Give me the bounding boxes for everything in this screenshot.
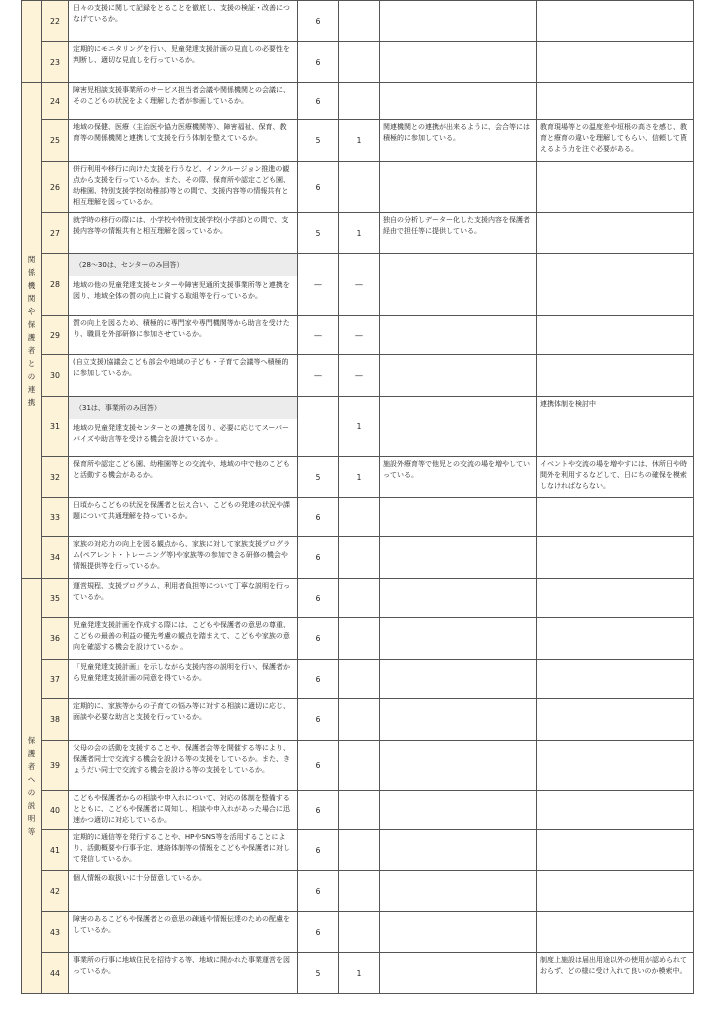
item-number: 29 bbox=[42, 316, 69, 355]
count-yes bbox=[298, 397, 339, 457]
count-no bbox=[339, 83, 380, 120]
count-yes: ― bbox=[298, 254, 339, 316]
item-note: （31は、事業所のみ回答） bbox=[69, 397, 297, 419]
count-no bbox=[339, 791, 380, 830]
count-yes: 6 bbox=[298, 660, 339, 699]
item-text bbox=[69, 355, 298, 397]
item-question: 日頃からこどもの状況を保護者と伝え合い、こどもの発達の状況や課題について共通理解を持っているか。 bbox=[73, 501, 290, 520]
count-yes: ― bbox=[298, 316, 339, 355]
item-question: 障害児相談支援事業所のサービス担当者会議や関係機関との会議に、そのこどもの状況をよく理解した者が参画しているか。 bbox=[73, 86, 290, 105]
count-yes: 6 bbox=[298, 42, 339, 83]
count-no: 1 bbox=[339, 120, 380, 162]
item-text bbox=[69, 83, 298, 120]
count-yes: 6 bbox=[298, 498, 339, 537]
comment-current bbox=[380, 579, 537, 618]
item-text bbox=[69, 537, 298, 579]
item-question: 障害のあるこどもや保護者との意思の疎通や情報伝達のための配慮をしているか。 bbox=[73, 915, 290, 934]
table-row bbox=[22, 912, 694, 953]
item-text bbox=[69, 162, 298, 213]
comment-improvement bbox=[537, 579, 694, 618]
item-number: 36 bbox=[42, 618, 69, 660]
comment-current bbox=[380, 498, 537, 537]
item-question: こどもや保護者からの相談や申入れについて、対応の体制を整備するとともに、こどもや保護者に周知し、相談や申入れがあった場合に迅速かつ適切に対応しているか。 bbox=[73, 794, 290, 824]
count-no: 1 bbox=[339, 213, 380, 254]
item-text bbox=[69, 1, 298, 42]
table-row bbox=[22, 254, 694, 316]
table-row bbox=[22, 42, 694, 83]
comment-current bbox=[380, 791, 537, 830]
comment-improvement: イベントや交流の場を増やすには、休所日や時間外を利用するなどして、日にちの確保を模索しなければならない。 bbox=[537, 457, 694, 498]
count-no bbox=[339, 699, 380, 741]
item-number: 39 bbox=[42, 741, 69, 791]
table-row bbox=[22, 83, 694, 120]
count-yes: 6 bbox=[298, 83, 339, 120]
item-question: 質の向上を図るため、積極的に専門家や専門機関等から助言を受けたり、職員を外部研修に参加させているか。 bbox=[73, 319, 290, 338]
comment-current bbox=[380, 618, 537, 660]
item-question: 「児童発達支援計画」を示しながら支援内容の説明を行い、保護者から児童発達支援計画の同意を得ているか。 bbox=[73, 663, 290, 682]
table-row bbox=[22, 355, 694, 397]
table-row bbox=[22, 741, 694, 791]
item-question: 父母の会の活動を支援することや、保護者会等を開催する等により、保護者同士で交流する機会を設ける等の支援をしているか。また、きょうだい同士で交流する機会を設ける等の支援をしているか。 bbox=[73, 744, 290, 774]
comment-improvement bbox=[537, 1, 694, 42]
item-number: 25 bbox=[42, 120, 69, 162]
item-number: 35 bbox=[42, 579, 69, 618]
comment-improvement bbox=[537, 618, 694, 660]
comment-improvement: 教育現場等との温度差や垣根の高さを感じ、教育と療育の違いを理解してもらい、信頼して貰えるよう力を注ぐ必要がある。 bbox=[537, 120, 694, 162]
item-text bbox=[69, 120, 298, 162]
count-no: ― bbox=[339, 316, 380, 355]
item-number: 26 bbox=[42, 162, 69, 213]
item-question: 定期的にモニタリングを行い、児童発達支援計画の見直しの必要性を判断し、適切な見直しを行っているか。 bbox=[73, 45, 290, 64]
category-cell-relations bbox=[22, 83, 42, 579]
comment-improvement bbox=[537, 162, 694, 213]
comment-current bbox=[380, 660, 537, 699]
count-yes: 6 bbox=[298, 830, 339, 871]
comment-improvement bbox=[537, 791, 694, 830]
item-number: 22 bbox=[42, 1, 69, 42]
item-text bbox=[69, 213, 298, 254]
table-row bbox=[22, 618, 694, 660]
item-question: 地域の保健、医療（主治医や協力医療機関等）、障害福祉、保育、教育等の関係機関と連携して支援を行う体制を整えているか。 bbox=[73, 123, 287, 142]
count-yes: 6 bbox=[298, 618, 339, 660]
item-question: 定期的に通信等を発行することや、HPやSNS等を活用することにより、活動概要や行事予定、連絡体制等の情報をこどもや保護者に対して発信しているか。 bbox=[73, 833, 290, 863]
item-number: 41 bbox=[42, 830, 69, 871]
count-no bbox=[339, 912, 380, 953]
item-number: 31 bbox=[42, 397, 69, 457]
item-text bbox=[69, 953, 298, 994]
count-yes: 6 bbox=[298, 1, 339, 42]
category-cell-explanation bbox=[22, 579, 42, 994]
table-row bbox=[22, 213, 694, 254]
item-question: 就学時の移行の際には、小学校や特別支援学校(小学部)との間で、支援内容等の情報共有と相互理解を図っているか。 bbox=[73, 216, 289, 235]
item-text bbox=[69, 699, 298, 741]
item-text bbox=[69, 42, 298, 83]
count-yes: 5 bbox=[298, 120, 339, 162]
comment-current bbox=[380, 397, 537, 457]
item-note: （28～30は、センターのみ回答） bbox=[69, 254, 297, 276]
count-yes: ― bbox=[298, 355, 339, 397]
self-evaluation-table bbox=[21, 0, 694, 994]
table-row bbox=[22, 537, 694, 579]
count-no bbox=[339, 162, 380, 213]
item-question: 個人情報の取扱いに十分留意しているか。 bbox=[73, 874, 206, 882]
count-yes: 6 bbox=[298, 579, 339, 618]
item-number: 37 bbox=[42, 660, 69, 699]
count-no bbox=[339, 42, 380, 83]
item-number: 27 bbox=[42, 213, 69, 254]
item-question: 定期的に、家族等からの子育ての悩み等に対する相談に適切に応じ、面談や必要な助言と支援を行っているか。 bbox=[73, 702, 290, 721]
table-row bbox=[22, 953, 694, 994]
item-number: 44 bbox=[42, 953, 69, 994]
item-text bbox=[69, 791, 298, 830]
comment-current bbox=[380, 1, 537, 42]
table-row bbox=[22, 1, 694, 42]
count-no: ― bbox=[339, 355, 380, 397]
count-yes: 6 bbox=[298, 791, 339, 830]
item-question: 家族の対応力の向上を図る観点から、家族に対して家族支援プログラム(ペアレント・トレーニング等)や家族等の参加できる研修の機会や情報提供等を行っているか。 bbox=[73, 540, 290, 570]
item-text bbox=[69, 254, 298, 316]
comment-current bbox=[380, 699, 537, 741]
comment-current bbox=[380, 537, 537, 579]
count-no bbox=[339, 498, 380, 537]
item-number: 23 bbox=[42, 42, 69, 83]
item-text bbox=[69, 741, 298, 791]
table-row bbox=[22, 316, 694, 355]
comment-improvement bbox=[537, 660, 694, 699]
item-number: 30 bbox=[42, 355, 69, 397]
count-no bbox=[339, 871, 380, 912]
count-yes: 5 bbox=[298, 953, 339, 994]
count-no: 1 bbox=[339, 953, 380, 994]
comment-current bbox=[380, 162, 537, 213]
item-question: 保育所や認定こども園、幼稚園等との交流や、地域の中で他のこどもと活動する機会があるか。 bbox=[73, 460, 290, 479]
item-question: 地域の児童発達支援センターとの連携を図り、必要に応じてスーパーバイズや助言等を受ける機会を設けているか 。 bbox=[73, 424, 290, 443]
item-text bbox=[69, 871, 298, 912]
comment-current bbox=[380, 871, 537, 912]
comment-improvement bbox=[537, 830, 694, 871]
count-yes: 5 bbox=[298, 213, 339, 254]
item-number: 32 bbox=[42, 457, 69, 498]
comment-current bbox=[380, 830, 537, 871]
table-row bbox=[22, 871, 694, 912]
comment-current bbox=[380, 355, 537, 397]
comment-current bbox=[380, 42, 537, 83]
item-number: 42 bbox=[42, 871, 69, 912]
item-text bbox=[69, 498, 298, 537]
item-question: 地域の他の児童発達支援センターや障害児通所支援事業所等と連携を図り、地域全体の質の向上に資する取組等を行っているか。 bbox=[73, 281, 290, 300]
count-no bbox=[339, 660, 380, 699]
comment-improvement bbox=[537, 537, 694, 579]
table-row bbox=[22, 830, 694, 871]
count-yes: 6 bbox=[298, 871, 339, 912]
count-no: 1 bbox=[339, 397, 380, 457]
comment-improvement bbox=[537, 83, 694, 120]
count-yes: 5 bbox=[298, 457, 339, 498]
comment-current bbox=[380, 254, 537, 316]
comment-current: 施設外療育等で他児との交流の場を増やしていっている。 bbox=[380, 457, 537, 498]
item-number: 38 bbox=[42, 699, 69, 741]
table-row bbox=[22, 397, 694, 457]
count-no bbox=[339, 1, 380, 42]
count-no bbox=[339, 537, 380, 579]
comment-improvement bbox=[537, 912, 694, 953]
comment-current bbox=[380, 83, 537, 120]
table-row bbox=[22, 699, 694, 741]
count-no bbox=[339, 618, 380, 660]
comment-improvement bbox=[537, 42, 694, 83]
item-question: 児童発達支援計画を作成する際には、こどもや保護者の意思の尊重、こどもの最善の利益の優先考慮の観点を踏まえて、こどもや家族の意向を確認する機会を設けているか 。 bbox=[73, 621, 290, 651]
comment-improvement bbox=[537, 741, 694, 791]
item-number: 28 bbox=[42, 254, 69, 316]
item-number: 33 bbox=[42, 498, 69, 537]
count-yes: 6 bbox=[298, 537, 339, 579]
comment-current bbox=[380, 953, 537, 994]
item-text bbox=[69, 457, 298, 498]
comment-improvement: 連携体制を検討中 bbox=[537, 397, 694, 457]
table-row bbox=[22, 791, 694, 830]
item-question: 併行利用や移行に向けた支援を行うなど、インクルージョン推進の観点から支援を行っているか。また、その際、保育所や認定こども園、幼稚園、特別支援学校(幼稚部)等との間で、支援内容等の情報共有と相互理解を図っているか。 bbox=[73, 165, 290, 206]
count-yes: 6 bbox=[298, 741, 339, 791]
comment-current bbox=[380, 316, 537, 355]
item-text bbox=[69, 618, 298, 660]
item-number: 24 bbox=[42, 83, 69, 120]
count-no bbox=[339, 579, 380, 618]
comment-improvement bbox=[537, 213, 694, 254]
count-no bbox=[339, 830, 380, 871]
count-yes: 6 bbox=[298, 162, 339, 213]
comment-improvement bbox=[537, 254, 694, 316]
table-row bbox=[22, 162, 694, 213]
comment-current bbox=[380, 912, 537, 953]
item-number: 43 bbox=[42, 912, 69, 953]
table-row bbox=[22, 498, 694, 537]
item-number: 40 bbox=[42, 791, 69, 830]
table-row bbox=[22, 579, 694, 618]
count-no: 1 bbox=[339, 457, 380, 498]
item-number: 34 bbox=[42, 537, 69, 579]
comment-improvement bbox=[537, 355, 694, 397]
category-label: 保護者への説明等 bbox=[27, 736, 36, 836]
table-row bbox=[22, 660, 694, 699]
item-question: 事業所の行事に地域住民を招待する等、地域に開かれた事業運営を図っているか。 bbox=[73, 956, 290, 975]
count-yes: 6 bbox=[298, 699, 339, 741]
comment-current: 関連機関との連携が出来るように、会合等には積極的に参加している。 bbox=[380, 120, 537, 162]
comment-improvement bbox=[537, 316, 694, 355]
item-text bbox=[69, 912, 298, 953]
comment-improvement: 制度上施設は届出用途以外の使用が認められておらず、どの様に受け入れて良いのか模索中。 bbox=[537, 953, 694, 994]
table-row bbox=[22, 457, 694, 498]
item-text bbox=[69, 579, 298, 618]
count-no bbox=[339, 741, 380, 791]
item-question: 運営規程、支援プログラム、利用者負担等について丁寧な説明を行っているか。 bbox=[73, 582, 290, 601]
category-cell-top bbox=[22, 1, 42, 83]
count-no: ― bbox=[339, 254, 380, 316]
comment-improvement bbox=[537, 699, 694, 741]
count-yes: 6 bbox=[298, 912, 339, 953]
item-text bbox=[69, 397, 298, 457]
comment-improvement bbox=[537, 498, 694, 537]
item-text bbox=[69, 830, 298, 871]
item-text bbox=[69, 660, 298, 699]
comment-current bbox=[380, 741, 537, 791]
comment-current: 独自の分析しデーター化した支援内容を保護者経由で担任等に提供している。 bbox=[380, 213, 537, 254]
comment-improvement bbox=[537, 871, 694, 912]
item-question: 日々の支援に関して記録をとることを徹底し、支援の検証・改善につなげているか。 bbox=[73, 4, 290, 23]
item-question: (自立支援)協議会こども部会や地域の子ども・子育て会議等へ積極的に参加しているか。 bbox=[73, 358, 289, 377]
category-label: 関係機関や保護者との連携 bbox=[27, 254, 36, 407]
table-row bbox=[22, 120, 694, 162]
item-text bbox=[69, 316, 298, 355]
